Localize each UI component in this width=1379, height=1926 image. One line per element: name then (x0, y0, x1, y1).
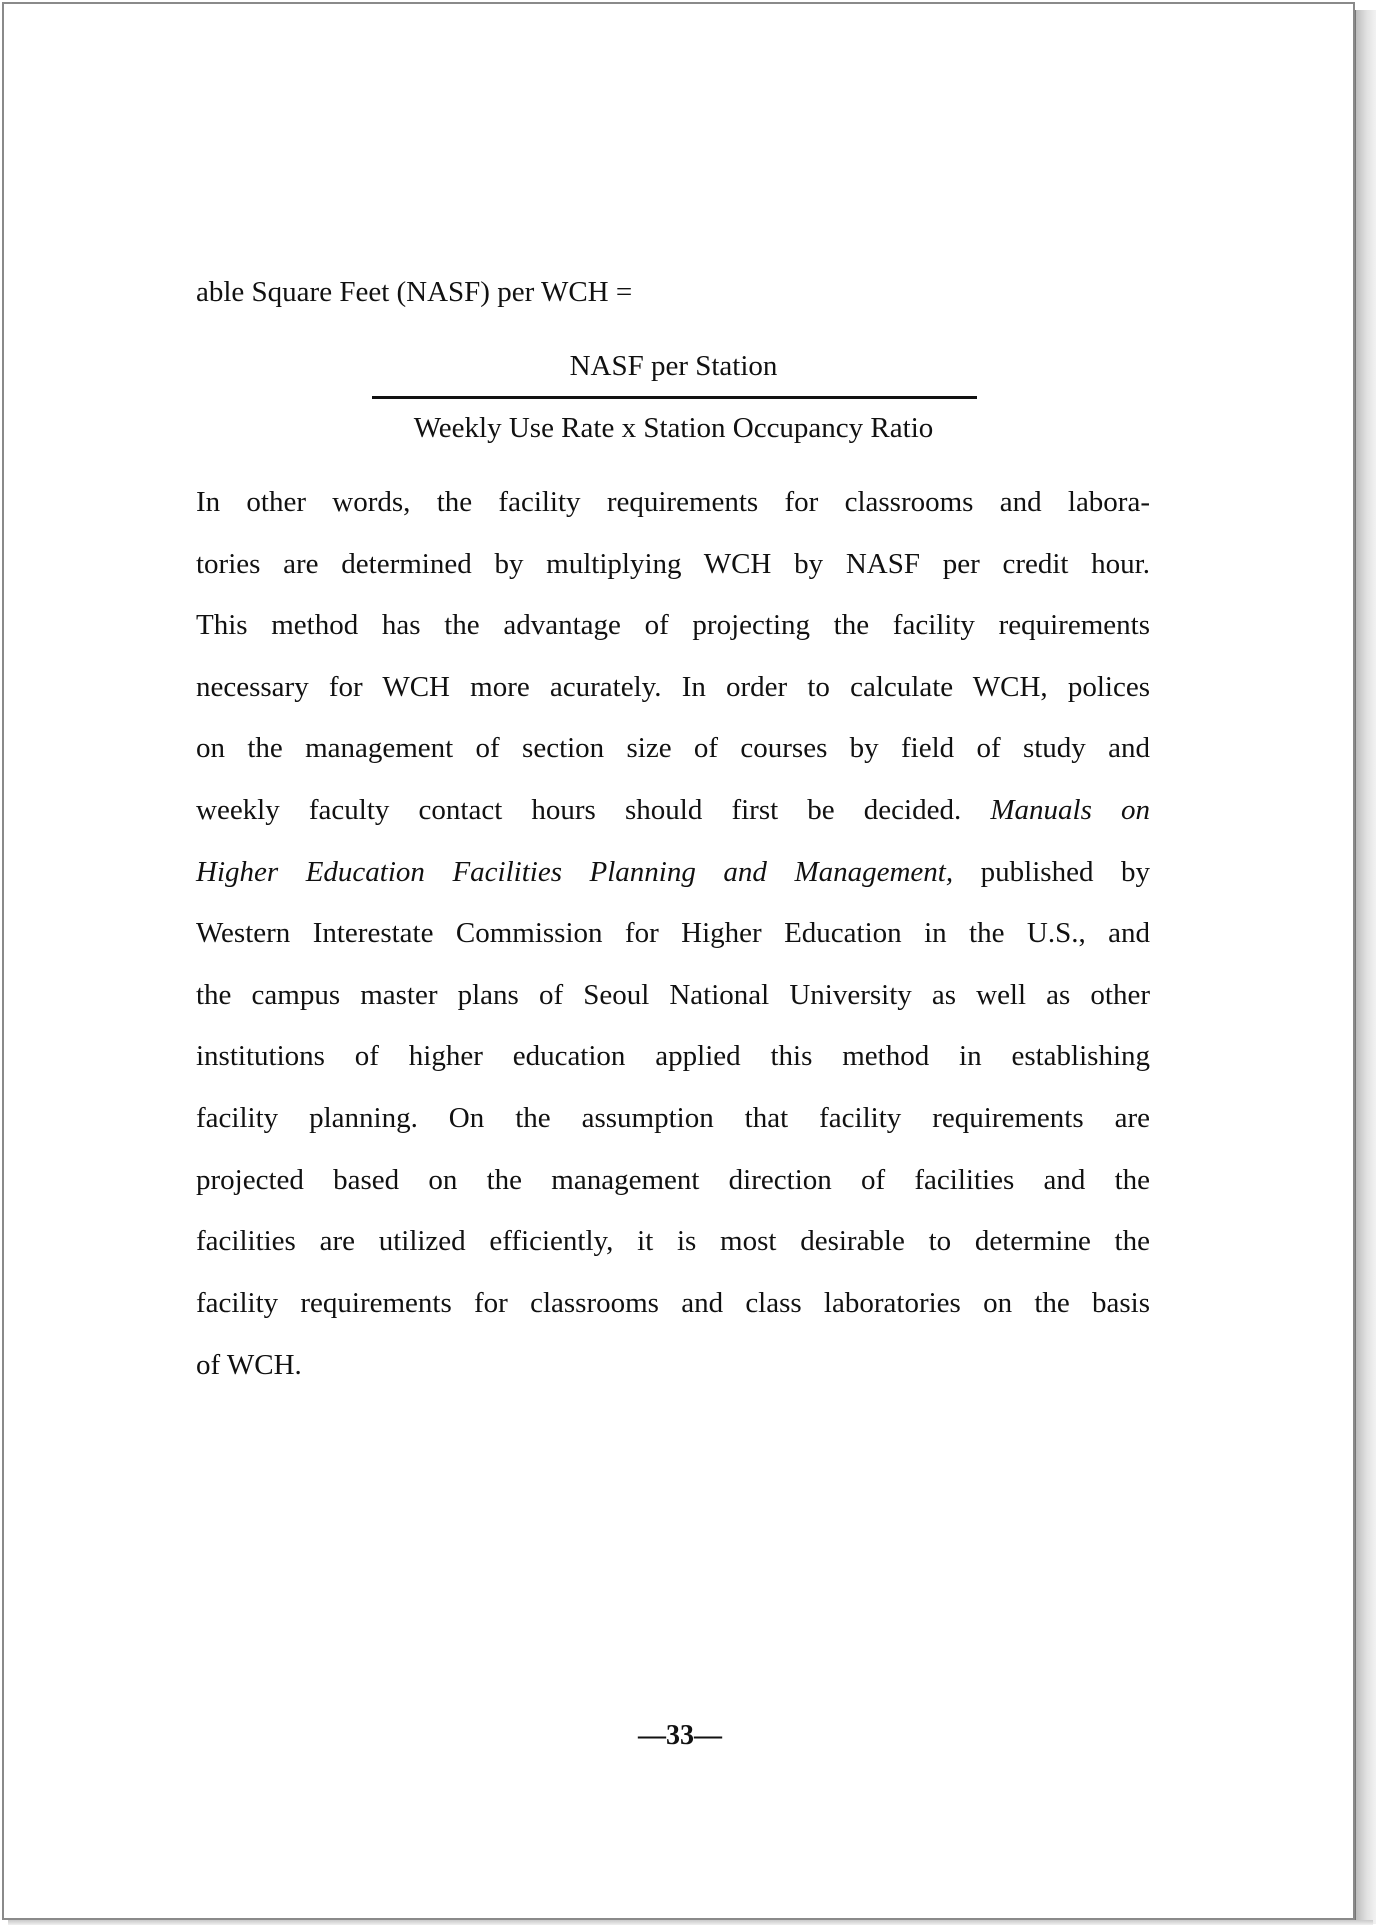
formula-numerator: NASF per Station (569, 350, 778, 382)
paragraph-line-5: on the management of section size of courses by field of study and (196, 732, 1150, 764)
paragraph-line-6-text: weekly faculty contact hours should first be decided. (196, 794, 991, 826)
book-title-part-2: Higher Education Facilities Planning and Management, (196, 856, 954, 888)
paragraph-line-9: the campus master plans of Seoul National University as well as other (196, 979, 1150, 1011)
intro-line: able Square Feet (NASF) per WCH = (196, 276, 633, 308)
paragraph-line-8: Western Interestate Commission for Higher Education in the U.S., and (196, 917, 1150, 949)
paragraph-line-1: In other words, the facility requirements for classrooms and labora- (196, 486, 1150, 518)
paragraph-line-12: projected based on the management direction of facilities and the (196, 1164, 1150, 1196)
formula-fraction-bar (372, 396, 977, 399)
paragraph-line-15: of WCH. (196, 1349, 302, 1381)
paragraph-line-2: tories are determined by multiplying WCH by NASF per credit hour. (196, 548, 1150, 580)
page-edge-shadow (1355, 10, 1376, 1924)
book-title-part-1: Manuals on (990, 794, 1151, 826)
paragraph-line-14: facility requirements for classrooms and class laboratories on the basis (196, 1287, 1150, 1319)
paragraph-line-6 (196, 792, 1150, 828)
paragraph-line-13: facilities are utilized efficiently, it is most desirable to determine the (196, 1225, 1150, 1257)
paragraph-line-11: facility planning. On the assumption that facility requirements are (196, 1102, 1150, 1134)
paragraph-line-4: necessary for WCH more acurately. In order to calculate WCH, polices (196, 671, 1150, 703)
paragraph-line-7-text: published by (953, 856, 1150, 888)
page-number: —33— (638, 1720, 722, 1751)
paragraph-line-10: institutions of higher education applied this method in establishing (196, 1040, 1150, 1072)
paragraph-line-3: This method has the advantage of projecting the facility requirements (196, 609, 1150, 641)
formula-denominator: Weekly Use Rate x Station Occupancy Ratio (413, 412, 934, 444)
page-bottom-shadow (8, 1920, 1373, 1925)
paragraph-line-7 (196, 854, 1150, 890)
